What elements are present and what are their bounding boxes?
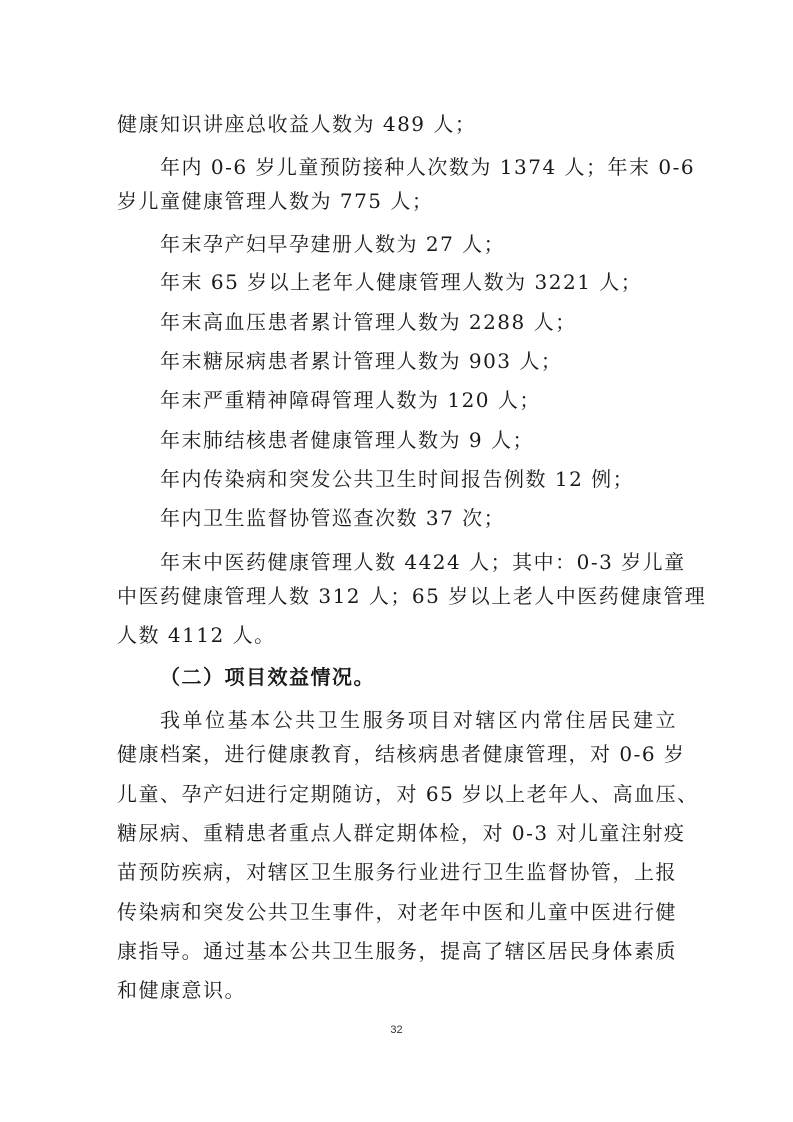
text-line: 儿童、孕产妇进行定期随访，对 65 岁以上老年人、高血压、	[117, 782, 699, 806]
text-line: 岁儿童健康管理人数为 775 人；	[117, 189, 434, 213]
text-line: 年内传染病和突发公共卫生时间报告例数 12 例；	[160, 467, 635, 491]
section-heading: （二）项目效益情况。	[160, 665, 375, 689]
page-number: 32	[390, 1024, 403, 1036]
text-line: 我单位基本公共卫生服务项目对辖区内常住居民建立	[160, 708, 677, 732]
text-line: 年末糖尿病患者累计管理人数为 903 人；	[160, 349, 563, 373]
text-line: 健康知识讲座总收益人数为 489 人；	[117, 112, 477, 136]
text-line: 年末孕产妇早孕建册人数为 27 人；	[160, 232, 506, 256]
text-line: 年末中医药健康管理人数 4424 人；其中：0-3 岁儿童	[160, 550, 686, 574]
text-line: 苗预防疾病，对辖区卫生服务行业进行卫生监督协管，上报	[117, 860, 677, 884]
text-line: 年末严重精神障碍管理人数为 120 人；	[160, 388, 541, 412]
text-line: 年末肺结核患者健康管理人数为 9 人；	[160, 428, 534, 452]
text-line: 健康档案，进行健康教育，结核病患者健康管理，对 0-6 岁	[117, 742, 686, 766]
text-line: 年末 65 岁以上老年人健康管理人数为 3221 人；	[160, 270, 643, 294]
text-line: 传染病和突发公共卫生事件，对老年中医和儿童中医进行健	[117, 900, 677, 924]
text-line: 和健康意识。	[117, 978, 246, 1002]
text-line: 年末高血压患者累计管理人数为 2288 人；	[160, 310, 577, 334]
text-line: 康指导。通过基本公共卫生服务，提高了辖区居民身体素质	[117, 939, 677, 963]
text-line: 年内卫生监督协管巡查次数 37 次；	[160, 506, 506, 530]
text-line: 年内 0-6 岁儿童预防接种人次数为 1374 人；年末 0-6	[160, 155, 696, 179]
text-line: 中医药健康管理人数 312 人；65 岁以上老人中医药健康管理	[117, 584, 707, 608]
text-line: 人数 4112 人。	[117, 623, 276, 647]
text-line: 糖尿病、重精患者重点人群定期体检，对 0-3 对儿童注射疫	[117, 821, 686, 845]
